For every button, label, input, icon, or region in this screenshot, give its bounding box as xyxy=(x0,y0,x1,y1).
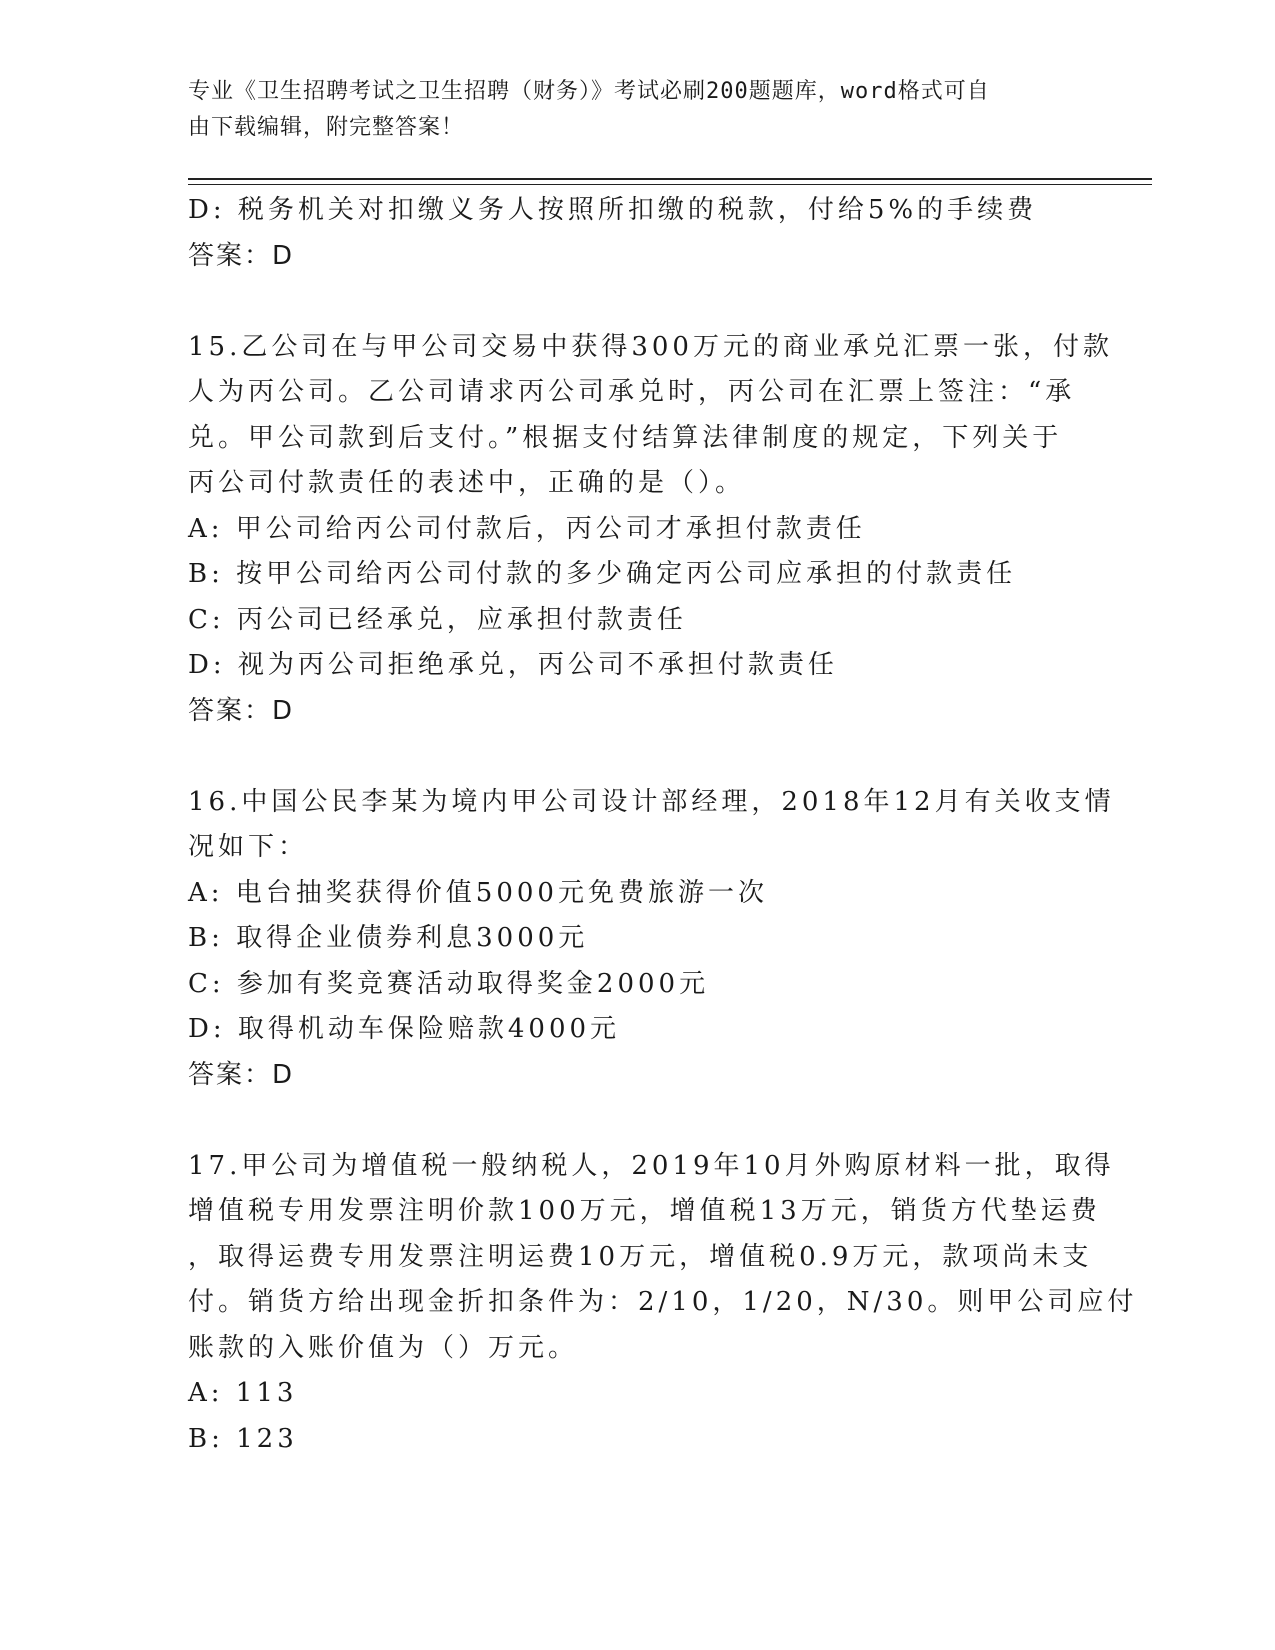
question-stem-line: 15.乙公司在与甲公司交易中获得300万元的商业承兑汇票一张，付款 xyxy=(188,331,1113,362)
question-stem-line: 账款的入账价值为（）万元。 xyxy=(188,1332,579,1363)
option-a: A: 甲公司给丙公司付款后，丙公司才承担付款责任 xyxy=(188,513,866,544)
option-b: B: 取得企业债券利息3000元 xyxy=(188,923,589,953)
answer-line: 答案：D xyxy=(188,695,295,726)
question-stem-line: 人为丙公司。乙公司请求丙公司承兑时，丙公司在汇票上签注：“承 xyxy=(188,377,1076,407)
header-line-2: 由下载编辑，附完整答案！ xyxy=(188,115,465,140)
question-stem-line: 付。销货方给出现金折扣条件为：2/10，1/20，N/30。则甲公司应付 xyxy=(188,1287,1138,1317)
option-b: B: 按甲公司给丙公司付款的多少确定丙公司应承担的付款责任 xyxy=(188,559,1017,589)
spacer xyxy=(188,279,1088,325)
header-divider-thin xyxy=(188,184,1152,185)
question-stem-line: 16.中国公民李某为境内甲公司设计部经理，2018年12月有关收支情 xyxy=(188,786,1115,817)
option-c: C: 丙公司已经承兑，应承担付款责任 xyxy=(188,604,687,635)
question-stem-line: 17.甲公司为增值税一般纳税人，2019年10月外购原材料一批，取得 xyxy=(188,1150,1115,1181)
question-17 xyxy=(188,1144,1138,1463)
document-body xyxy=(188,188,1138,1462)
prev-question xyxy=(188,188,1088,279)
option-d: D: 视为丙公司拒绝承兑，丙公司不承担付款责任 xyxy=(188,650,838,680)
spacer xyxy=(188,1098,1088,1144)
question-stem-line: 丙公司付款责任的表述中，正确的是（）。 xyxy=(188,468,746,498)
answer-line: 答案：D xyxy=(188,240,295,271)
header-line-1: 专业《卫生招聘考试之卫生招聘（财务）》考试必刷200题题库，word格式可自 xyxy=(188,79,990,104)
option-c: C: 参加有奖竞赛活动取得奖金2000元 xyxy=(188,968,710,999)
answer-line: 答案：D xyxy=(188,1059,295,1090)
option-a: A: 电台抽奖获得价值5000元免费旅游一次 xyxy=(188,877,768,908)
option-b: B: 123 xyxy=(188,1423,298,1454)
option-d: D: 取得机动车保险赔款4000元 xyxy=(188,1014,621,1044)
question-16 xyxy=(188,780,1115,1099)
header-divider-thick xyxy=(188,178,1152,180)
option-d: D: 税务机关对扣缴义务人按照所扣缴的税款，付给5%的手续费 xyxy=(188,195,1038,225)
question-stem-line: ，取得运费专用发票注明运费10万元，增值税0.9万元，款项尚未支 xyxy=(188,1241,1093,1272)
spacer xyxy=(188,734,1088,780)
question-stem-line: 增值税专用发票注明价款100万元，增值税13万元，销货方代垫运费 xyxy=(188,1196,1101,1226)
question-15 xyxy=(188,325,1113,735)
document-header xyxy=(188,74,1068,146)
question-stem-line: 兑。甲公司款到后支付。”根据支付结算法律制度的规定，下列关于 xyxy=(188,422,1063,453)
question-stem-line: 况如下： xyxy=(188,832,309,862)
option-a: A: 113 xyxy=(188,1378,298,1408)
